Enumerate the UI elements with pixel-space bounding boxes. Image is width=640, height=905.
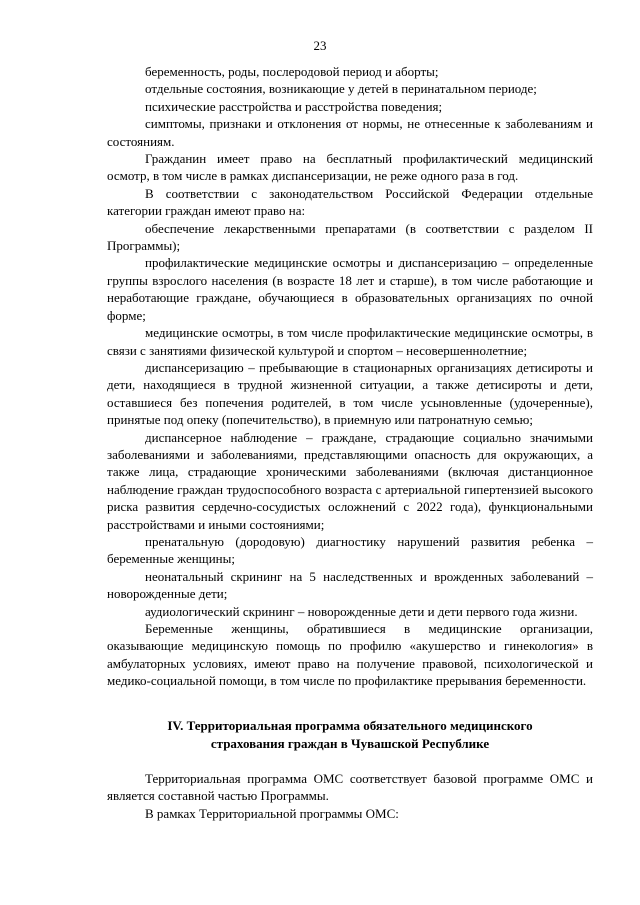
paragraph-10: диспансеризацию – пребывающие в стационарных организациях детисироты и дети, находящиеся в трудной жизненной ситуации, а также детисироты и дети, оставшиеся без попечения родителей, в том числе усыновленные (удочеренные), принятые под опеку (попечительство), в приемную или патронатную семью; xyxy=(107,359,593,428)
paragraph-3: психические расстройства и расстройства поведения; xyxy=(145,98,443,114)
paragraph-15: Беременные женщины, обратившиеся в медицинские организации, оказывающие медицинскую помощь по профилю «акушерство и гинекология» в амбулаторных условиях, имеют право на получение правовой, психологической и медико-социальной помощи, в том числе по профилактике прерывания беременности. xyxy=(107,621,593,689)
paragraph-5: Гражданин имеет право на бесплатный профилактический медицинский осмотр, в том числе в рамках диспансеризации, не реже одного раза в год. xyxy=(107,151,593,184)
section-paragraph-1: Территориальная программа ОМС соответствует базовой программе ОМС и является составной частью Программы. xyxy=(107,771,593,804)
section-heading-line-1: IV. Территориальная программа обязательного медицинского xyxy=(167,718,533,733)
paragraph-6: В соответствии с законодательством Российской Федерации отдельные категории граждан имеют право на: xyxy=(107,185,593,219)
paragraph-2: отдельные состояния, возникающие у детей в перинатальном периоде; xyxy=(145,81,537,97)
page-number: 23 xyxy=(313,38,327,53)
paragraph-8: профилактические медицинские осмотры и диспансеризацию – определенные группы взрослого населения (в возрасте 18 лет и старше), в том числе работающие и неработающие граждане, обучающиеся в образовательных организациях по очной форме; xyxy=(107,255,593,323)
section-heading xyxy=(107,717,593,753)
paragraph-12: пренатальную (дородовую) диагностику нарушений развития ребенка – беременные женщины; xyxy=(107,533,593,567)
section-body-text xyxy=(107,770,593,822)
paragraph-11: диспансерное наблюдение – граждане, страдающие социально значимыми заболеваниями и заболеваниями, представляющими опасность для окружающих, а также лица, страдающие хроническими заболеваниями (включая дистанционное наблюдение граждан трудоспособного возраста с артериальной гипертензией высокого риска развития сердечно-сосудистых осложнений с 2022 года), функциональными расстройствами и иными состояниями; xyxy=(107,429,593,532)
paragraph-9: медицинские осмотры, в том числе профилактические медицинские осмотры, в связи с занятиями физической культурой и спортом – несовершеннолетние; xyxy=(107,325,593,358)
paragraph-4: симптомы, признаки и отклонения от нормы, не отнесенные к заболеваниям и состояниям. xyxy=(107,116,593,149)
paragraph-14: аудиологический скрининг – новорожденные дети и дети первого года жизни. xyxy=(145,603,578,619)
section-heading-line-2: страхования граждан в Чувашской Республике xyxy=(210,736,490,751)
paragraph-7: обеспечение лекарственными препаратами (в соответствии с разделом II Программы); xyxy=(107,220,593,254)
body-text xyxy=(107,63,593,690)
section-paragraph-2: В рамках Территориальной программы ОМС: xyxy=(145,805,399,821)
paragraph-1: беременность, роды, послеродовой период и аборты; xyxy=(145,64,439,79)
paragraph-13: неонатальный скрининг на 5 наследственных и врожденных заболеваний – новорожденные дети; xyxy=(107,568,593,602)
